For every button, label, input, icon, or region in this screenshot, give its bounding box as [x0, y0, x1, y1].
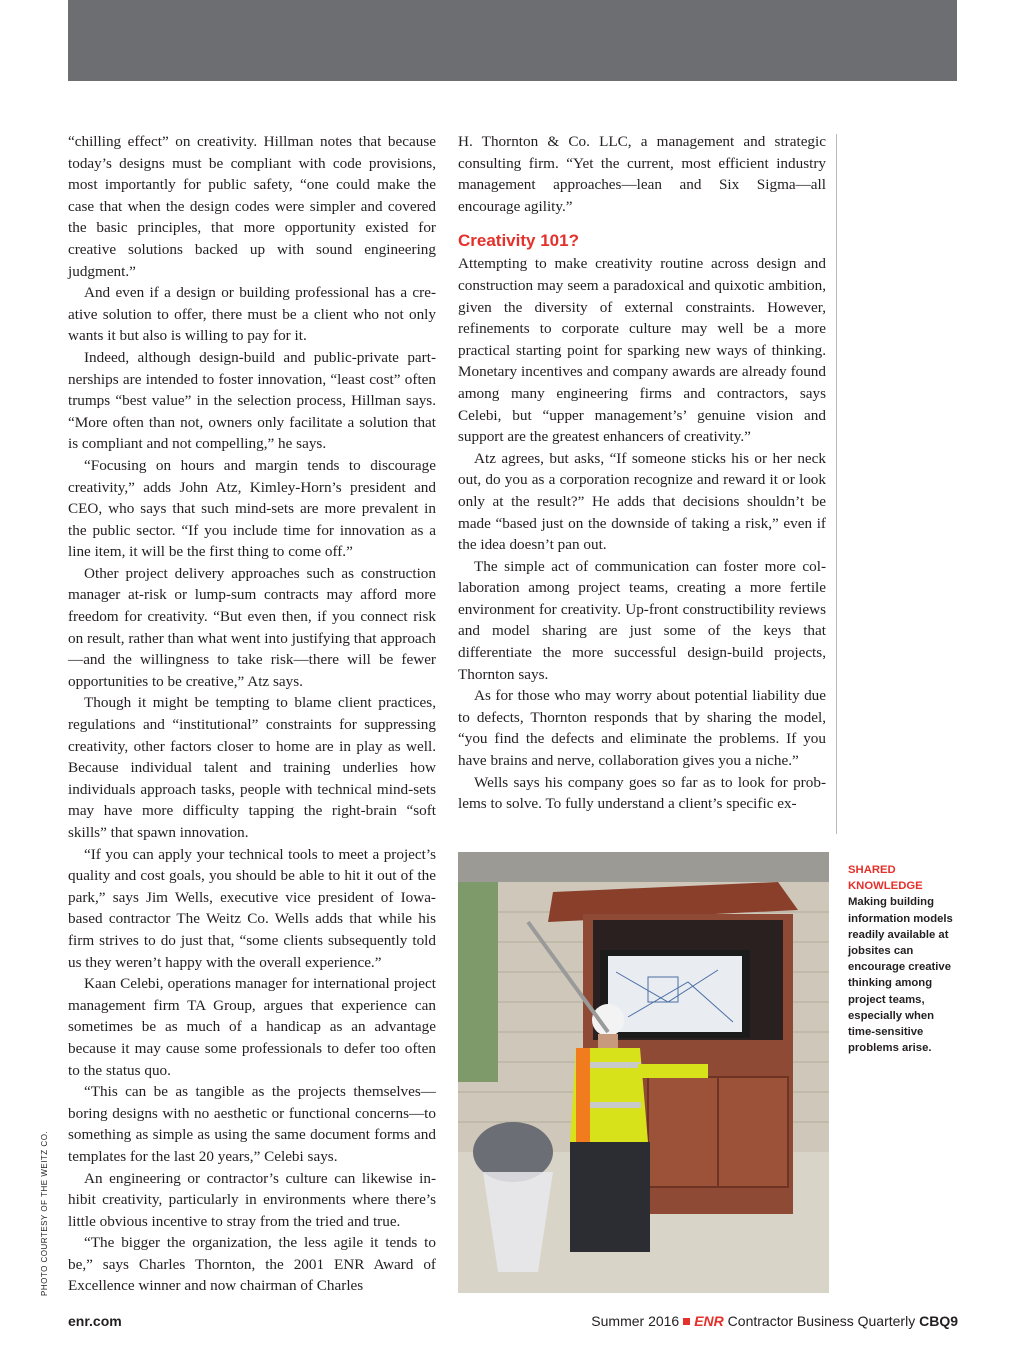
paragraph: As for those who may worry about potential liability due to defects, Thornton responds that by sharing the model, “you find the defects and eliminate the problems. If you have brains and nerve, collaboration gives you a niche.”: [458, 687, 826, 770]
article-column-right: [458, 131, 826, 815]
footer-site: enr.com: [68, 1313, 122, 1329]
jobsite-illustration: [458, 852, 829, 1293]
paragraph: The simple act of communication can foster more collaboration among project teams, creating a more fertile environment for creativity. Up-front constructibility reviews and model sharing are just some of the keys that differentiate the more successful design-build projects, Thornton says.: [458, 557, 826, 683]
paragraph: An engineering or contractor’s culture can likewise inhibit creativity, particularly in environments where there’s little obvious incentive to stray from the tried and true.: [68, 1169, 436, 1230]
paragraph: “This can be as tangible as the projects themselves—boring designs with no aesthetic or functional concerns—to something as simple as using the same document forms and templates for the last 20 years,” Celebi says.: [68, 1083, 436, 1165]
article-column-left: [68, 131, 436, 1297]
footer-brand: ENR: [694, 1313, 724, 1329]
square-bullet-icon: [683, 1318, 690, 1325]
paragraph: Other project delivery approaches such as construction manager at-risk or lump-sum contracts may afford more freedom for creativity. “But even then, if you connect risk on result, rather than what went into justifying that approach—and the willingness to take risk—there will be fewer opportunities to be creative,” Atz says.: [68, 564, 436, 690]
paragraph: “The bigger the organization, the less agile it tends to be,” says Charles Thornton, the 2001 ENR Award of Excellence winner and now chairman of Charles: [68, 1234, 436, 1295]
paragraph: Indeed, although design-build and public-private partnerships are intended to foster innovation, “least cost” often trumps “best value” in the selection process, Hillman says. “More often than not, owners only facilitate a solution that is compliant and not compelling,” he says.: [68, 348, 436, 453]
footer-folio: [591, 1313, 958, 1329]
paragraph: Kaan Celebi, operations manager for international project management firm TA Group, argues that experience can sometimes be as much of a handicap as an advantage because it may cause some professionals to defer too often to the status quo.: [68, 975, 436, 1079]
paragraph: “Focusing on hours and margin tends to discourage creativity,” adds John Atz, Kimley-Horn’s president and CEO, who says that such mind-sets are more prevalent in the public sector. “If you include time for innovation as a line item, it will be the first thing to come off.”: [68, 456, 436, 561]
photo-caption: [848, 862, 958, 1056]
paragraph: Atz agrees, but asks, “If someone sticks his or her neck out, do you as a corporation recognize and reward it or look only at the result?” He adds that decisions shouldn’t be made “based just on the downside of taking a risk,” even if the idea doesn’t pan out.: [458, 449, 826, 554]
paragraph: Though it might be tempting to blame client practices, regulations and “institutional” constraints for suppressing creativity, other factors closer to home are in play as well. Because individual talent and training underlies how individuals approach tasks, people with technical mind-sets may have more difficulty tapping the right-brain “soft skills” that spawn innovation.: [68, 694, 436, 841]
column-divider: [836, 134, 837, 834]
section-subhead: Creativity 101?: [458, 231, 579, 251]
paragraph: Wells says his company goes so far as to look for problems to solve. To fully understand a client’s specific ex-: [458, 773, 826, 813]
header-bar: [68, 0, 957, 81]
footer-publication: Contractor Business Quarterly: [727, 1313, 916, 1329]
page-number: CBQ9: [919, 1313, 958, 1329]
paragraph: “If you can apply your technical tools to meet a project’s quality and cost goals, you should be able to hit it out of the park,” says Jim Wells, executive vice president of Iowa-based contractor The Weitz Co. Wells adds that while his firm strives to do just that, “some clients subsequently told us they weren’t happy with the overall experience.”: [68, 845, 436, 971]
caption-text: Making building information models readily available at jobsites can encourage creative thinking among project teams, especially when time-sensitive problems arise.: [848, 896, 953, 1055]
paragraph: H. Thornton & Co. LLC, a management and strategic consulting firm. “Yet the current, most efficient industry management approaches—lean and Six Sigma—all encourage agility.”: [458, 133, 826, 215]
jobsite-photo: [458, 852, 829, 1293]
paragraph: And even if a design or building professional has a creative solution to offer, there must be a client who not only wants it but also is willing to pay for it.: [68, 284, 436, 345]
footer-issue: Summer 2016: [591, 1313, 680, 1329]
photo-credit: PHOTO COURTESY OF THE WEITZ CO.: [40, 1130, 49, 1296]
paragraph: “chilling effect” on creativity. Hillman notes that because today’s designs must be compliant with code provisions, most importantly for public safety, “one could make the case that when the design codes were simpler and covered the basic principles, that more opportunity existed for creative solutions backed up with sound engineering judgment.”: [68, 133, 436, 280]
caption-kicker: SHARED KNOWLEDGE: [848, 864, 923, 893]
paragraph: Attempting to make creativity routine across design and construction may seem a paradoxical and quixotic ambition, given the diversity of external constraints. However, refinements to corporate culture may well be a more practical starting point for sparking new ways of thinking. Monetary incentives and company awards are already found among many engineering firms and contractors, says Celebi, but “upper management’s’ genuine vision and support are the greatest enhancers of creativity.”: [458, 255, 826, 446]
